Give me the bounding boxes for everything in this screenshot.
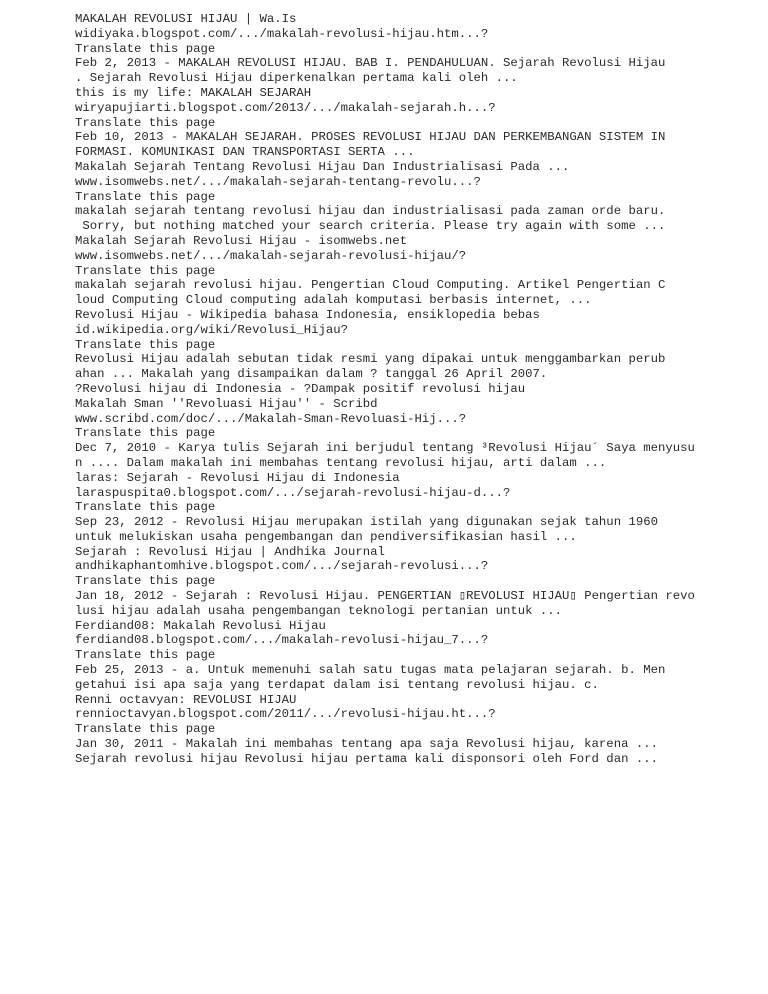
result-title[interactable]: this is my life: MAKALAH SEJARAH (75, 85, 312, 100)
result-title[interactable]: laras: Sejarah - Revolusi Hijau di Indonesia (75, 470, 400, 485)
result-url[interactable]: wiryapujiarti.blogspot.com/2013/.../makalah-sejarah.h...? (75, 100, 496, 115)
result-snippet: n .... Dalam makalah ini membahas tentang revolusi hijau, arti dalam ... (75, 455, 607, 470)
result-url[interactable]: widiyaka.blogspot.com/.../makalah-revolusi-hijau.htm...? (75, 26, 489, 41)
result-snippet: Feb 25, 2013 - a. Untuk memenuhi salah satu tugas mata pelajaran sejarah. b. Men (75, 663, 666, 678)
result-url[interactable]: www.scribd.com/doc/.../Makalah-Sman-Revoluasi-Hij...? (75, 411, 467, 426)
result-snippet: Feb 2, 2013 - MAKALAH REVOLUSI HIJAU. BAB I. PENDAHULUAN. Sejarah Revolusi Hijau (75, 56, 666, 71)
result-snippet: . Sejarah Revolusi Hijau diperkenalkan pertama kali oleh ... (75, 71, 518, 86)
result-snippet: getahui isi apa saja yang terdapat dalam isi tentang revolusi hijau. c. (75, 677, 599, 692)
translate-link[interactable]: Translate this page (75, 648, 216, 663)
result-title[interactable]: Makalah Sejarah Revolusi Hijau - isomwebs.net (75, 233, 408, 248)
result-snippet: untuk melukiskan usaha pengembangan dan pendiversifikasian hasil ... (75, 529, 577, 544)
result-snippet: loud Computing Cloud computing adalah komputasi berbasis internet, ... (75, 293, 592, 308)
translate-link[interactable]: Translate this page (75, 426, 216, 441)
translate-link[interactable]: Translate this page (75, 115, 216, 130)
result-url[interactable]: id.wikipedia.org/wiki/Revolusi_Hijau? (75, 322, 349, 337)
result-url[interactable]: www.isomwebs.net/.../makalah-sejarah-tentang-revolu...? (75, 174, 481, 189)
result-title[interactable]: MAKALAH REVOLUSI HIJAU | Wa.Is (75, 12, 297, 26)
result-url[interactable]: rennioctavyan.blogspot.com/2011/.../revolusi-hijau.ht...? (75, 707, 496, 722)
result-snippet: Sorry, but nothing matched your search criteria. Please try again with some ... (75, 219, 666, 234)
result-snippet: Sep 23, 2012 - Revolusi Hijau merupakan istilah yang digunakan sejak tahun 1960 (75, 515, 658, 530)
result-snippet: Revolusi Hijau adalah sebutan tidak resmi yang dipakai untuk menggambarkan perub (75, 352, 666, 367)
document-page (75, 12, 715, 767)
result-url[interactable]: laraspuspita0.blogspot.com/.../sejarah-revolusi-hijau-d...? (75, 485, 511, 500)
result-url[interactable]: ferdiand08.blogspot.com/.../makalah-revolusi-hijau_7...? (75, 633, 489, 648)
result-title[interactable]: Makalah Sman ''Revoluasi Hijau'' - Scribd (75, 396, 378, 411)
translate-link[interactable]: Translate this page (75, 263, 216, 278)
result-snippet: FORMASI. KOMUNIKASI DAN TRANSPORTASI SERTA ... (75, 145, 415, 160)
translate-link[interactable]: Translate this page (75, 574, 216, 589)
result-snippet: Jan 18, 2012 - Sejarah : Revolusi Hijau. PENGERTIAN ▯REVOLUSI HIJAU▯ Pengertian revo (75, 589, 695, 604)
result-title[interactable]: Makalah Sejarah Tentang Revolusi Hijau Dan Industrialisasi Pada ... (75, 159, 570, 174)
result-snippet: Sejarah revolusi hijau Revolusi hijau pertama kali disponsori oleh Ford dan ... (75, 751, 658, 766)
result-title[interactable]: Sejarah : Revolusi Hijau | Andhika Journal (75, 544, 385, 559)
result-snippet: makalah sejarah revolusi hijau. Pengertian Cloud Computing. Artikel Pengertian C (75, 278, 666, 293)
result-snippet: Feb 10, 2013 - MAKALAH SEJARAH. PROSES REVOLUSI HIJAU DAN PERKEMBANGAN SISTEM IN (75, 130, 666, 145)
translate-link[interactable]: Translate this page (75, 189, 216, 204)
result-snippet: makalah sejarah tentang revolusi hijau dan industrialisasi pada zaman orde baru. (75, 204, 666, 219)
result-title[interactable]: Renni octavyan: REVOLUSI HIJAU (75, 692, 297, 707)
result-sitelinks[interactable]: ?Revolusi hijau di Indonesia - ?Dampak positif revolusi hijau (75, 381, 526, 396)
result-snippet: ahan ... Makalah yang disampaikan dalam ? tanggal 26 April 2007. (75, 367, 548, 382)
result-title[interactable]: Revolusi Hijau - Wikipedia bahasa Indonesia, ensiklopedia bebas (75, 307, 540, 322)
translate-link[interactable]: Translate this page (75, 337, 216, 352)
result-title[interactable]: Ferdiand08: Makalah Revolusi Hijau (75, 618, 326, 633)
result-snippet: Jan 30, 2011 - Makalah ini membahas tentang apa saja Revolusi hijau, karena ... (75, 737, 658, 752)
translate-link[interactable]: Translate this page (75, 41, 216, 56)
result-snippet: Dec 7, 2010 - Karya tulis Sejarah ini berjudul tentang ³Revolusi Hijau´ Saya menyusu (75, 441, 695, 456)
translate-link[interactable]: Translate this page (75, 500, 216, 515)
result-url[interactable]: andhikaphantomhive.blogspot.com/.../sejarah-revolusi...? (75, 559, 489, 574)
result-url[interactable]: www.isomwebs.net/.../makalah-sejarah-revolusi-hijau/? (75, 248, 467, 263)
result-snippet: lusi hijau adalah usaha pengembangan teknologi pertanian untuk ... (75, 603, 563, 618)
translate-link[interactable]: Translate this page (75, 722, 216, 737)
